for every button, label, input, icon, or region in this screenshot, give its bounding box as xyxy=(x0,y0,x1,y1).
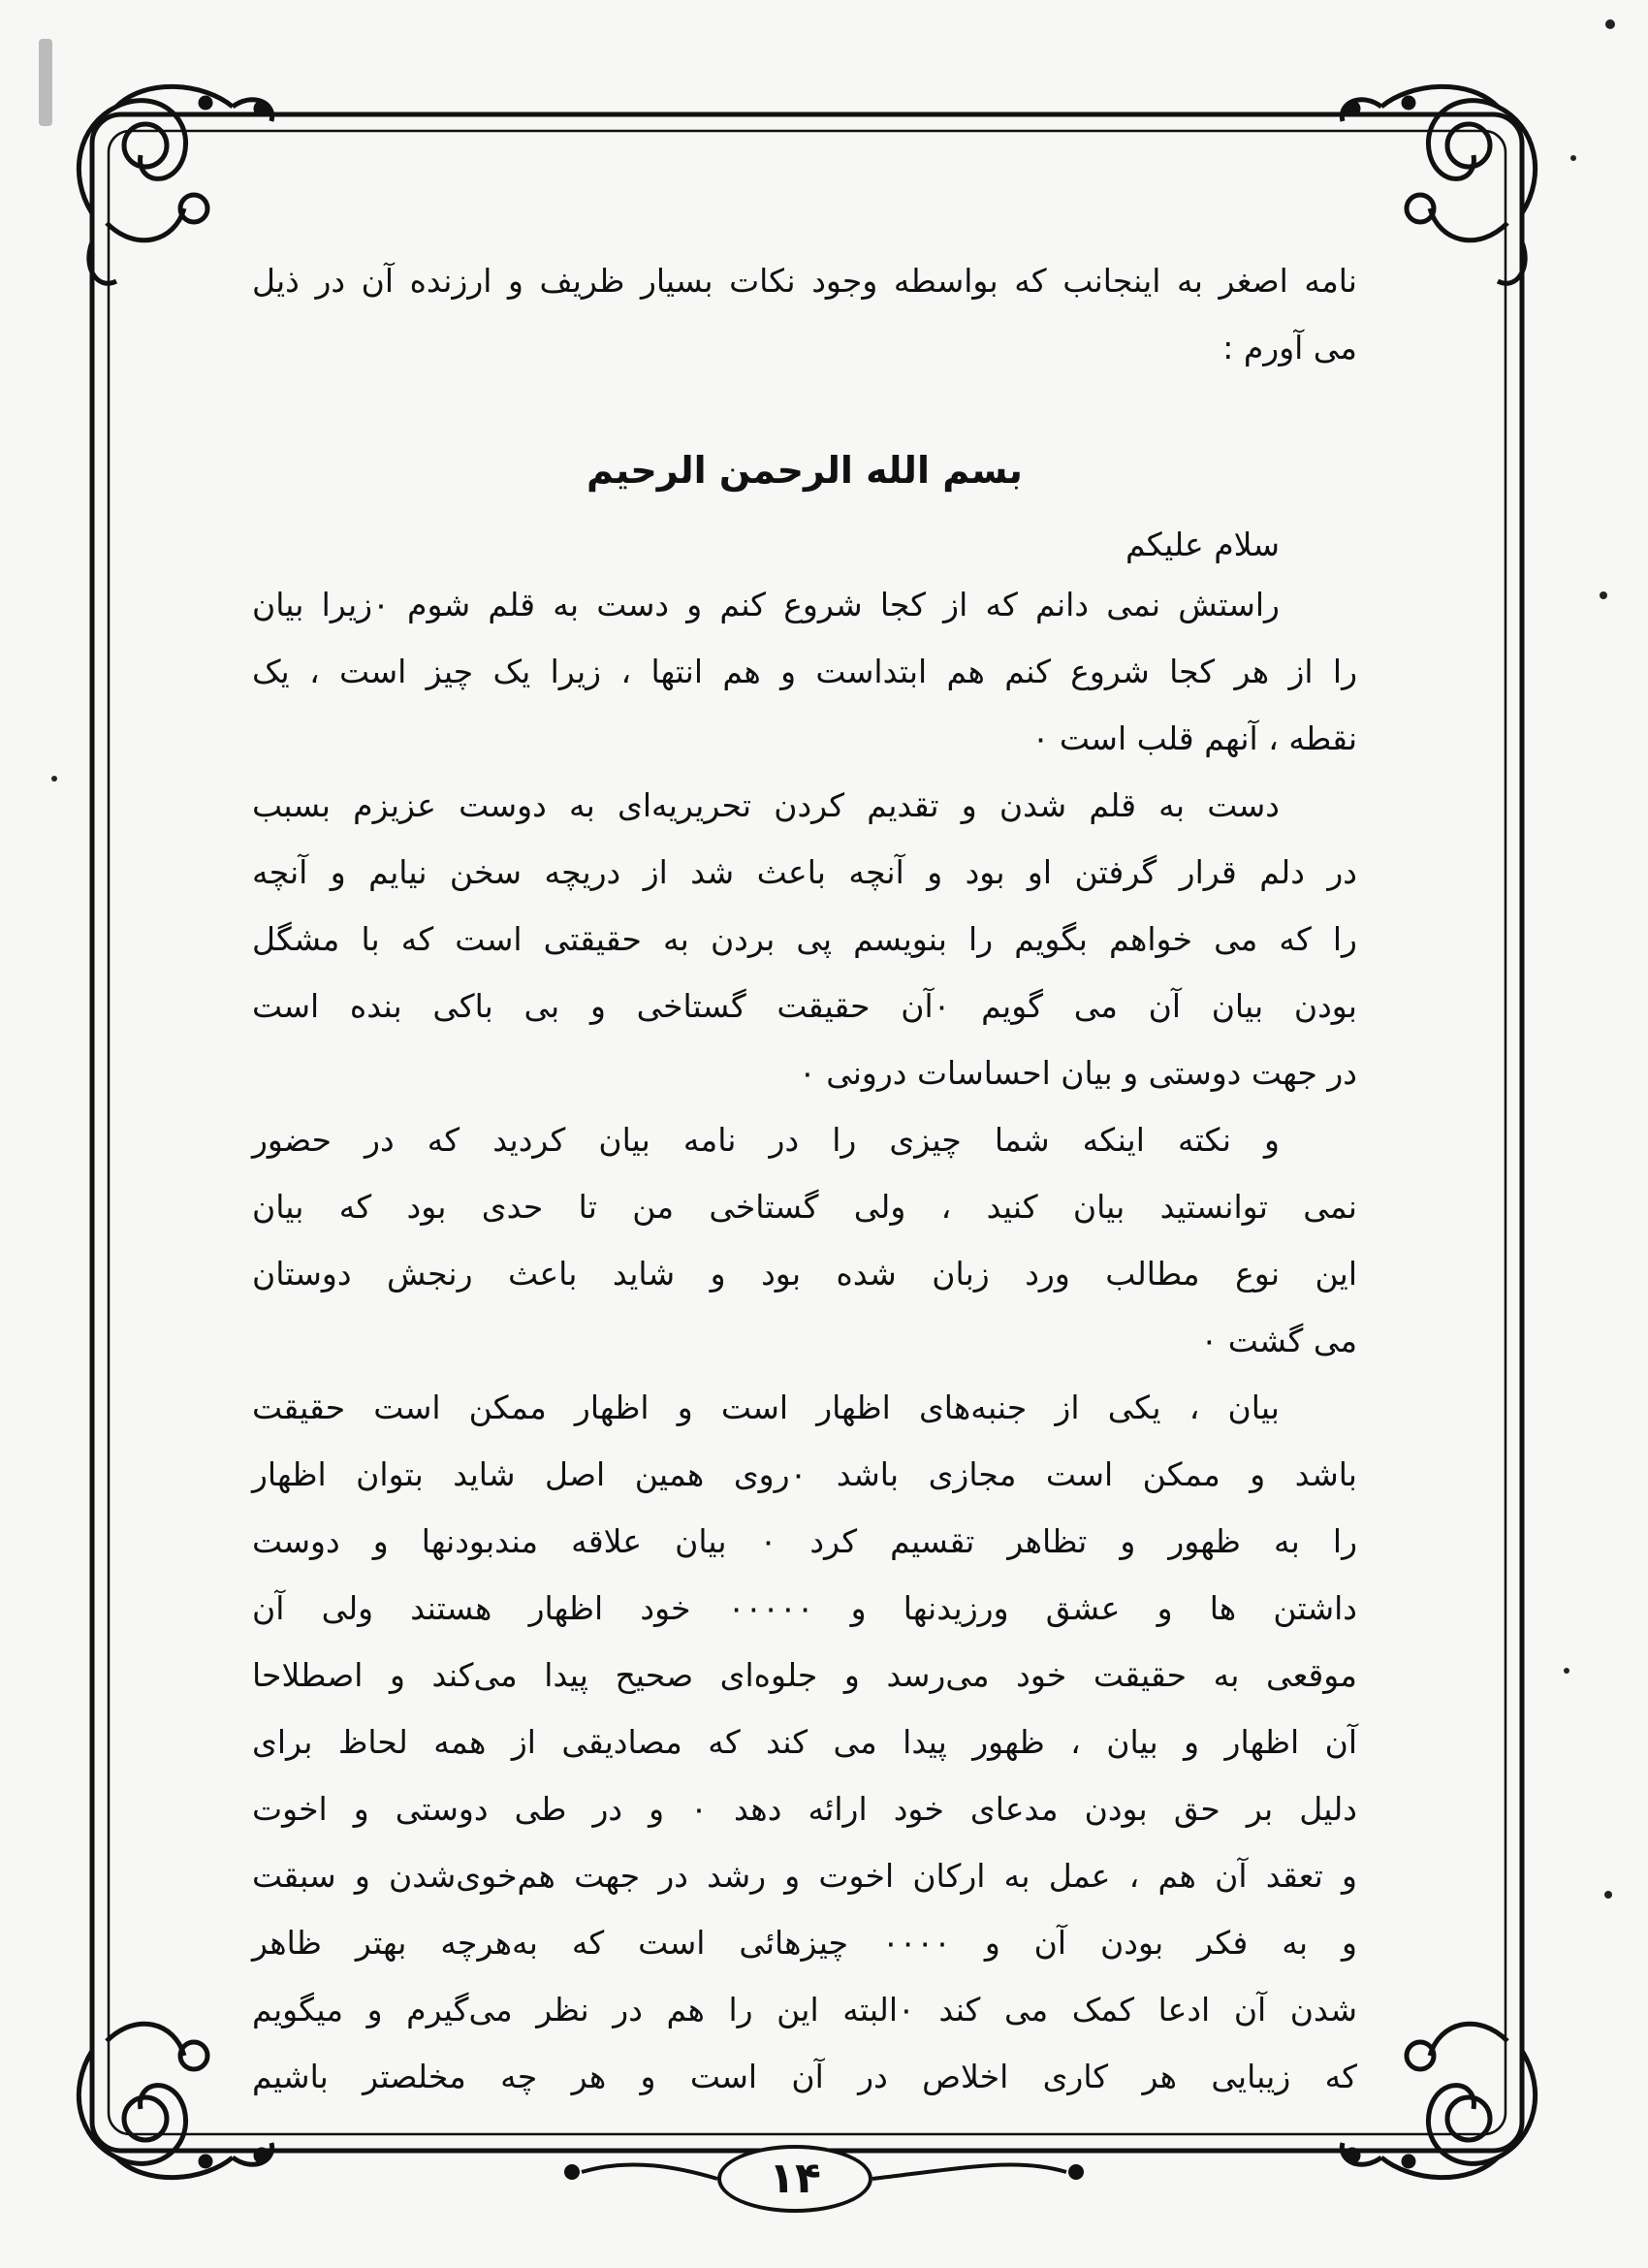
text-line: باشد و ممکن است مجازی باشد ۰روی همین اصل شاید بتوان اظهار xyxy=(252,1455,1357,1493)
text-line: بودن بیان آن می گویم ۰آن حقیقت گستاخی و بی باکی بنده است xyxy=(252,987,1357,1025)
text-line: این نوع مطالب ورد زبان شده بود و شاید باعث رنجش دوستان xyxy=(252,1255,1357,1293)
text-line: و نکته اینکه شما چیزی را در نامه بیان کردید که در حضور xyxy=(252,1121,1280,1159)
text-line: در جهت دوستی و بیان احساسات درونی ۰ xyxy=(798,1054,1357,1092)
scan-speck xyxy=(1605,19,1615,29)
text-line: را که می خواهم بگویم را بنویسم پی بردن به حقیقتی است که با مشگل xyxy=(252,920,1357,958)
text-line: را به ظهور و تظاهر تقسیم کرد ۰ بیان علاقه مندبودنها و دوست xyxy=(252,1522,1358,1560)
text-line: موقعی به حقیقت خود می‌رسد و جلوه‌ای صحیح پیدا می‌کند و اصطلاحا xyxy=(252,1656,1357,1694)
paragraph xyxy=(252,1106,1357,1374)
text-line: و تعقد آن هم ، عمل به ارکان اخوت و رشد در جهت هم‌خوی‌شدن و سبقت xyxy=(252,1857,1357,1895)
text-line: نمی توانستید بیان کنید ، ولی گستاخی من تا حدی بود که بیان xyxy=(252,1188,1357,1226)
text-line: دست به قلم شدن و تقدیم کردن تحریریه‌ای به دوست عزیزم بسبب xyxy=(252,786,1280,824)
text-line: داشتن ها و عشق ورزیدنها و ۰۰۰۰۰ خود اظهار هستند ولی آن xyxy=(252,1589,1357,1627)
text-line: که زیبایی هر کاری اخلاص در آن است و هر چه مخلصتر باشیم xyxy=(252,2058,1357,2095)
letter-body xyxy=(252,247,1357,2110)
paragraph xyxy=(252,1374,1357,2110)
text-line: بیان ، یکی از جنبه‌های اظهار است و اظهار ممکن است حقیقت xyxy=(252,1389,1280,1426)
paragraph xyxy=(252,772,1357,1106)
text-line: نقطه ، آنهم قلب است ۰ xyxy=(1031,719,1357,757)
salutation: سلام علیکم xyxy=(1125,526,1280,563)
scan-speck xyxy=(1600,591,1607,599)
text-line: می گشت ۰ xyxy=(1200,1322,1357,1359)
text-line: در دلم قرار گرفتن او بود و آنچه باعث شد از دریچه سخن نیایم و آنچه xyxy=(252,853,1357,891)
intro-line: می آورم : xyxy=(1222,329,1357,367)
basmala-heading: بسم الله الرحمن الرحیم xyxy=(586,449,1023,492)
text-line: و به فکر بودن آن و ۰۰۰۰ چیزهائی است که به‌هرچه بهتر ظاهر xyxy=(252,1924,1357,1962)
text-line: راستش نمی دانم که از کجا شروع کنم و دست به قلم شوم ۰زیرا بیان xyxy=(252,586,1280,623)
text-line: را از هر کجا شروع کنم هم ابتداست و هم انتها ، زیرا یک چیز است ، یک xyxy=(252,653,1357,690)
intro-line: نامه اصغر به اینجانب که بواسطه وجود نکات بسیار ظریف و ارزنده آن در ذیل xyxy=(252,262,1357,300)
scan-speck xyxy=(1570,155,1576,161)
scan-speck xyxy=(51,776,57,782)
paragraph xyxy=(252,571,1357,772)
scan-speck xyxy=(39,39,52,126)
scan-speck xyxy=(1604,1891,1612,1899)
text-line: آن اظهار و بیان ، ظهور پیدا می کند که مصادیقی از همه لحاظ برای xyxy=(252,1723,1357,1761)
text-line: دلیل بر حق بودن مدعای خود ارائه دهد ۰ و در طی دوستی و اخوت xyxy=(252,1790,1357,1828)
text-line: شدن آن ادعا کمک می کند ۰البته این را هم در نظر می‌گیرم و میگویم xyxy=(252,1991,1358,2028)
page-number: ۱۴ xyxy=(769,2154,821,2203)
scan-speck xyxy=(1564,1668,1569,1674)
